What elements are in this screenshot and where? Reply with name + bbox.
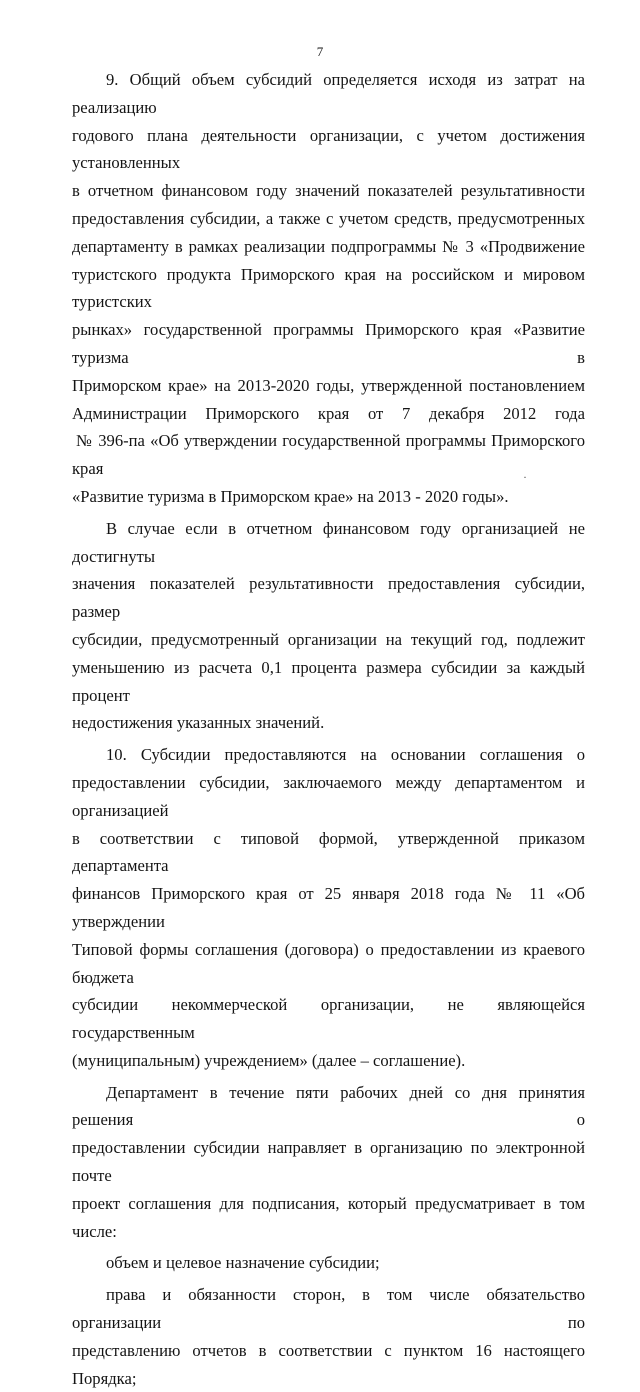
text-line: рынках» государственной программы Приморского края «Развитие туризма в [72,320,585,367]
text-line: объем и целевое назначение субсидии; [106,1253,380,1273]
text-line: 9. Общий объем субсидий определяется исходя из затрат на реализацию [72,70,585,117]
text-line: значения показателей результативности предоставления субсидии, размер [72,574,585,622]
text-line: Типовой формы соглашения (договора) о предоставлении из краевого бюджета [72,939,585,987]
text-line: Департамент в течение пяти рабочих дней со дня принятия решения о [72,1082,585,1130]
text-line: в отчетном финансовом году значений показателей результативности [72,181,585,201]
text-line: предоставления субсидии, а также с учетом средств, предусмотренных [72,208,585,228]
text-line: уменьшению из расчета 0,1 процента размера субсидии за каждый процент [72,657,585,705]
text-line: туристского продукта Приморского края на российском и мировом туристских [72,264,585,312]
text-line: «Развитие туризма в Приморском крае» на 2013 - 2020 годы». [72,486,509,506]
page-number: 7 [316,44,324,59]
document-body [72,66,585,1392]
text-line: предоставлении субсидии направляет в организацию по электронной почте [72,1138,585,1186]
text-line: субсидии, предусмотренный организации на текущий год, подлежит [72,629,585,649]
paragraph-9 [72,66,585,511]
text-line: права и обязанности сторон, в том числе обязательство организации по [72,1285,585,1333]
text-line: проект соглашения для подписания, который предусматривает в том числе: [72,1193,585,1241]
text-line: Приморском крае» на 2013-2020 годы, утвержденной постановлением [72,375,585,395]
paragraph-reduction [72,515,585,737]
text-line: Администрации Приморского края от 7 декабря 2012 года [72,403,585,423]
text-line: недостижения указанных значений. [72,713,325,733]
text-line: годового плана деятельности организации, с учетом достижения установленных [72,125,585,173]
text-line: представлению отчетов в соответствии с пунктом 16 настоящего Порядка; [72,1340,585,1388]
paragraph-department [72,1079,585,1246]
paragraph-volume [72,1249,585,1277]
text-line: департаменту в рамках реализации подпрограммы № 3 «Продвижение [72,236,585,256]
text-line: 10. Субсидии предоставляются на основании соглашения о [106,745,585,765]
text-line: в соответствии с типовой формой, утвержденной приказом департамента [72,828,585,876]
paragraph-rights [72,1281,585,1392]
text-line: финансов Приморского края от 25 января 2018 года № 11 «Об утверждении [72,884,585,931]
text-line: предоставлении субсидии, заключаемого между департаментом и организацией [72,772,585,820]
scan-speck: · [523,470,527,484]
text-line: субсидии некоммерческой организации, не являющейся государственным [72,995,585,1043]
text-line: В случае если в отчетном финансовом году организацией не достигнуты [72,518,585,566]
paragraph-10 [72,741,585,1075]
text-line: № 396-па «Об утверждении государственной программы Приморского края [72,431,585,479]
text-line: (муниципальным) учреждением» (далее – соглашение). [72,1050,466,1070]
